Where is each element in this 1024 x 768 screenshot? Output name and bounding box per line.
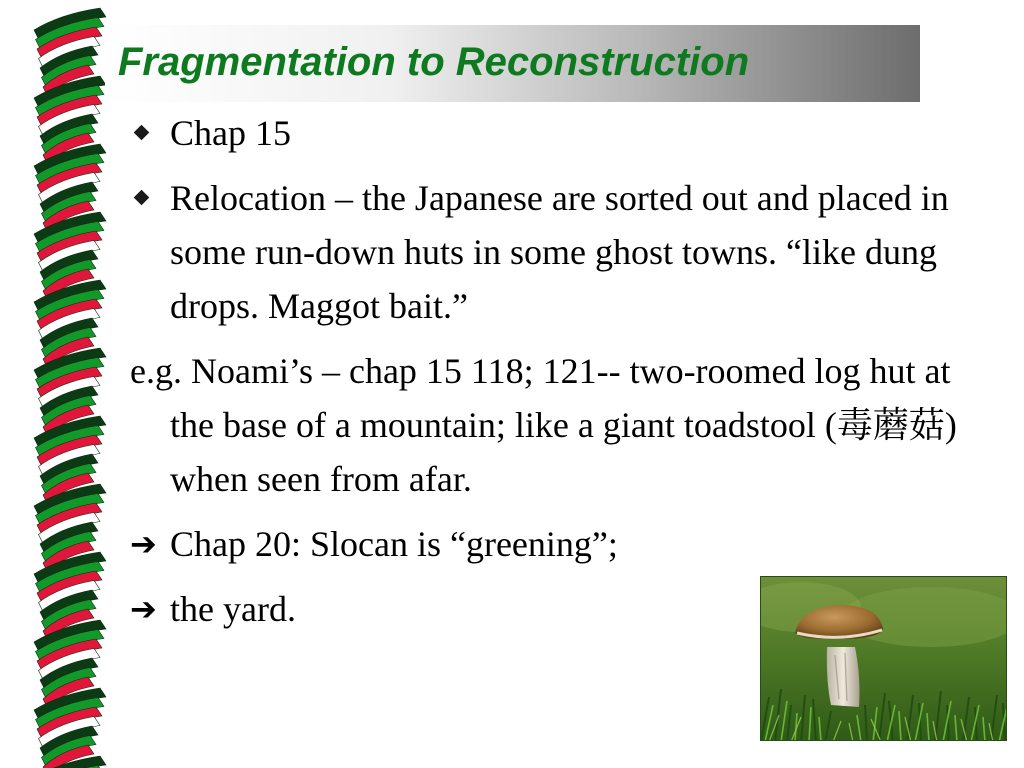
arrow-item xyxy=(130,517,1000,571)
right-arrow-icon: ➔ xyxy=(130,525,157,563)
diamond-bullet-icon xyxy=(134,125,150,141)
arrow-text: Chap 20: Slocan is “greening”; xyxy=(170,524,618,564)
slide-title: Fragmentation to Reconstruction xyxy=(118,40,750,84)
bullet-item xyxy=(130,171,1000,333)
bullet-text: Relocation – the Japanese are sorted out and placed in some run-down huts in some ghost towns. “like dung drops. Maggot bait.” xyxy=(170,178,949,326)
bullet-item xyxy=(130,106,1000,160)
example-text: e.g. Noami’s – chap 15 118; 121-- two-roomed log hut at the base of a mountain; like a giant toadstool (毒蘑菇) when seen from afar. xyxy=(130,351,957,499)
right-arrow-icon: ➔ xyxy=(130,590,157,628)
decorative-stripe-border xyxy=(0,0,150,768)
mushroom-photo xyxy=(760,576,1007,741)
bullet-text: Chap 15 xyxy=(170,113,291,153)
diamond-bullet-icon xyxy=(134,190,150,206)
slide-body xyxy=(130,106,1000,647)
arrow-text: the yard. xyxy=(170,589,296,629)
example-paragraph xyxy=(130,344,1000,506)
